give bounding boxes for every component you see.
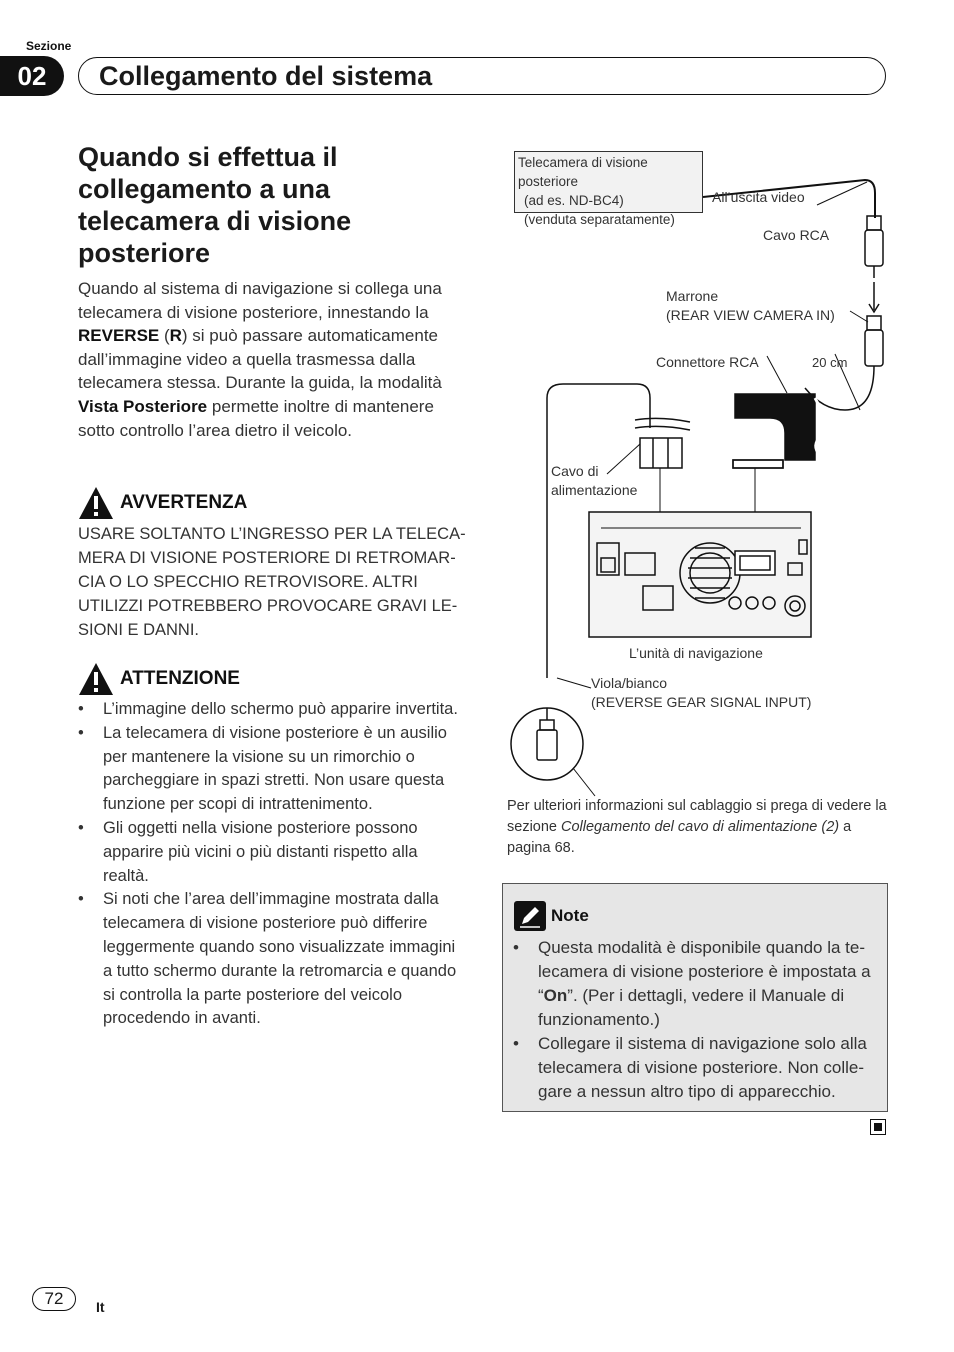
power-cable-label: Cavo di	[551, 463, 599, 479]
warning-text: USARE SOLTANTO L’INGRESSO PER LA TELECAMERA DI VISIONE POSTERIORE DI RETROMARCIA O LO SPECCHIO RETROVISORE. ALTRI UTILIZZI POTREBBERO PROVOCARE GRAVI LESIONI E DANNI.	[78, 525, 466, 639]
intro-paragraph	[78, 277, 468, 442]
note-heading	[513, 900, 877, 932]
power-cable-label-2: alimentazione	[551, 482, 638, 498]
list-item: • Gli oggetti nella visione posteriore possono apparire più vicini o più distanti rispetto alla realtà.	[78, 817, 468, 888]
intro-text: Quando al sistema di navigazione si collega una telecamera di visione posteriore, innestando la	[78, 279, 442, 322]
intro-bold-vista: Vista Posteriore	[78, 396, 208, 416]
nav-unit-label: L’unità di navigazione	[629, 645, 763, 661]
camera-label-box	[514, 151, 703, 227]
end-of-section-icon	[870, 1119, 886, 1135]
reverse-gear-signal-label: (REVERSE GEAR SIGNAL INPUT)	[591, 694, 812, 710]
section-title	[78, 57, 886, 95]
pencil-note-icon	[513, 900, 547, 932]
note-item-text: Questa modalità è disponibile quando la telecamera di visione posteriore è impostata a “	[538, 938, 871, 1005]
intro-text: (	[159, 326, 170, 346]
page-title: Quando si effettua il collegamento a una telecamera di visione posteriore	[78, 142, 352, 268]
warning-block	[78, 486, 468, 642]
section-number-badge: 02	[0, 56, 64, 96]
note-list	[513, 936, 877, 1104]
section-title-text: Collegamento del sistema	[99, 60, 433, 91]
reference-paragraph	[507, 796, 887, 859]
camera-label: Telecamera di visione posteriore	[518, 155, 648, 189]
camera-note-label: (venduta separatamente)	[524, 212, 675, 227]
reference-section-link[interactable]: Collegamento del cavo di alimentazione (2)	[561, 819, 840, 835]
note-heading-text: Note	[551, 906, 589, 925]
note-item-bold-on: On	[543, 986, 568, 1005]
language-label: It	[96, 1299, 105, 1315]
rear-view-camera-in-label: (REAR VIEW CAMERA IN)	[666, 307, 835, 323]
intro-bold-r: R	[169, 326, 182, 346]
note-item-text: ”. (Per i dettagli, vedere il Manuale di funzionamento.)	[538, 986, 845, 1029]
list-item: • L’immagine dello schermo può apparire invertita.	[78, 698, 468, 722]
warning-heading-text: AVVERTENZA	[120, 492, 248, 513]
intro-text: ) si può passare automaticamente dall’immagine video a quella trasmessa dalla telecamera stessa. Durante la guida, la modalità	[78, 326, 442, 393]
reference-text: a pagina 68.	[507, 819, 852, 856]
camera-model-label: (ad es. ND-BC4)	[524, 193, 624, 208]
list-item: • Collegare il sistema di navigazione solo alla telecamera di visione posteriore. Non collegare a nessun altro tipo di apparecchio.	[513, 1032, 877, 1104]
rca-cable-label: Cavo RCA	[763, 227, 830, 243]
rca-connector-label: Connettore RCA	[656, 354, 759, 370]
length-label: 20 cm	[812, 355, 848, 370]
caution-heading-text: ATTENZIONE	[120, 668, 240, 689]
violet-wire-label: Viola/bianco	[591, 675, 668, 691]
brown-wire-label: Marrone	[666, 288, 719, 304]
caution-block	[78, 662, 468, 1031]
list-item: • Si noti che l’area dell’immagine mostrata dalla telecamera di visione posteriore può differire leggermente quando sono visualizzate immagini a tutto schermo durante la retromarcia e quando si controlla la parte posteriore del veicolo procedendo in avanti.	[78, 888, 468, 1031]
video-out-label: All’uscita video	[712, 189, 805, 205]
warning-heading	[78, 486, 468, 520]
note-box	[502, 883, 888, 1112]
caution-heading	[78, 662, 468, 696]
wiring-diagram	[505, 148, 895, 798]
section-label: Sezione	[26, 39, 72, 53]
caution-list	[78, 698, 468, 1031]
page-number: 72	[32, 1287, 76, 1311]
warning-triangle-icon	[78, 486, 114, 520]
list-item: • La telecamera di visione posteriore è un ausilio per mantenere la visione su un rimorchio o parcheggiare in spazi stretti. Non usare questa funzione per scopi di intrattenimento.	[78, 722, 468, 817]
intro-bold-reverse: REVERSE	[78, 326, 160, 346]
reference-text: Per ulteriori informazioni sul cablaggio si prega di vedere la sezione	[507, 798, 887, 835]
list-item	[513, 936, 877, 1032]
intro-text: permette inoltre di mantenere sotto controllo l’area dietro il veicolo.	[78, 396, 434, 440]
caution-triangle-icon	[78, 662, 114, 696]
